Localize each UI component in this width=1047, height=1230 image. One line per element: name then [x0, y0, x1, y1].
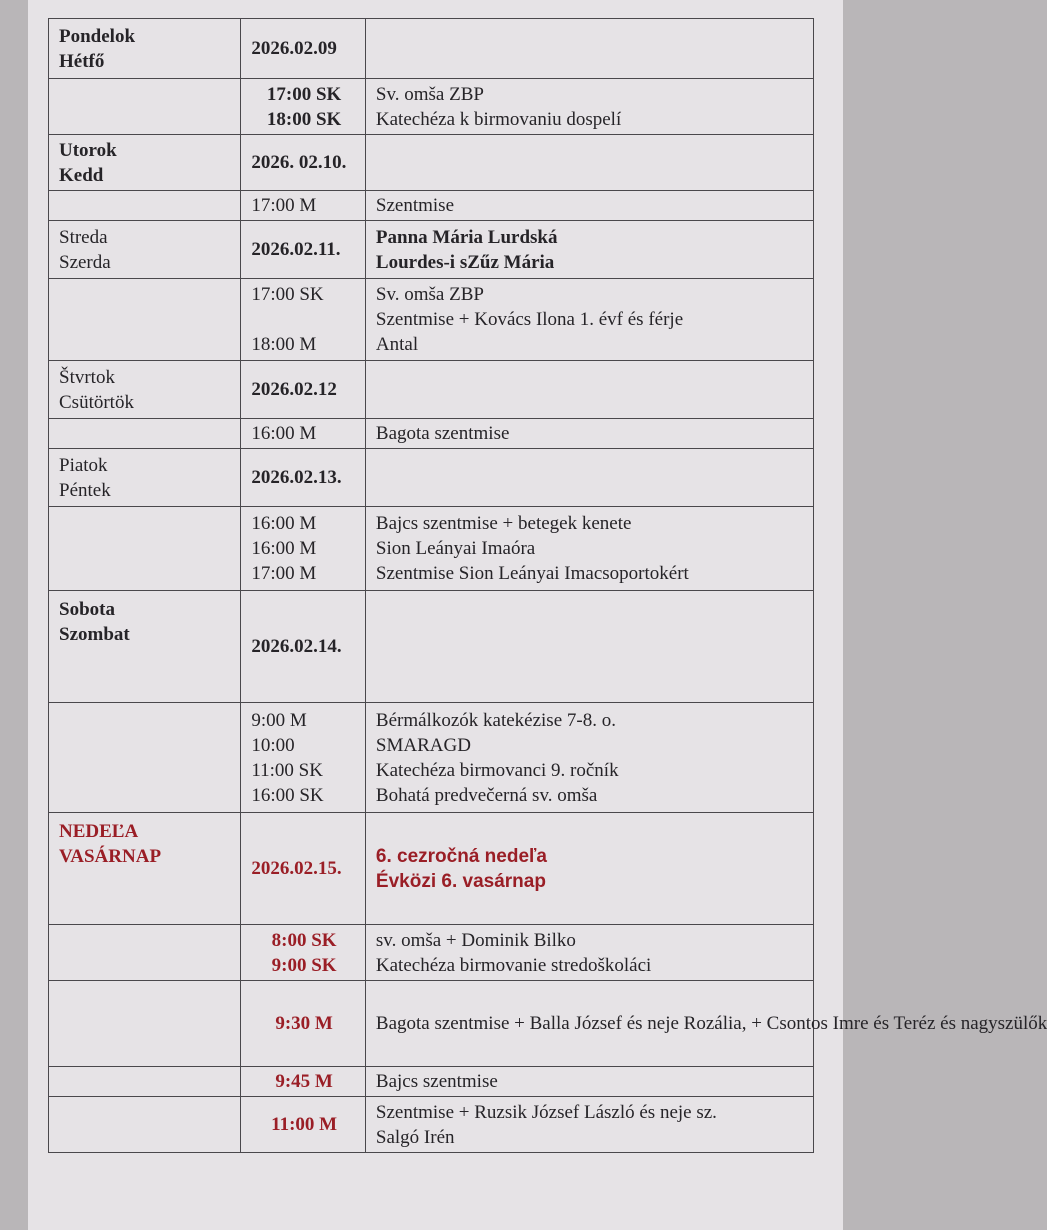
empty-cell — [365, 449, 813, 507]
day-name-hu: Kedd — [59, 164, 104, 186]
event-row — [49, 703, 814, 813]
time-cell — [241, 703, 366, 813]
date-cell: 2026.02.15. — [241, 813, 366, 925]
event-text: Bérmálkozók katekézise 7-8. o. — [375, 709, 616, 731]
day-name-cell — [49, 449, 241, 507]
day-name-cell — [49, 361, 241, 419]
feast-name-hu: Lourdes-i sZűz Mária — [375, 251, 555, 273]
time-cell: 9:45 M — [241, 1067, 366, 1097]
empty-cell — [49, 1097, 241, 1153]
day-row-saturday — [49, 591, 814, 703]
event-row — [49, 981, 814, 1067]
time-cell: 9:30 M — [241, 981, 366, 1067]
event-text: Szentmise Sion Leányai Imacsoportokért — [375, 563, 689, 584]
event-text: Bohatá predvečerná sv. omša — [375, 784, 598, 806]
event-text: Salgó Irén — [375, 1126, 455, 1148]
event-text: sv. omša + Dominik Bilko — [375, 929, 576, 951]
event-time: 10:00 — [251, 734, 295, 756]
day-name-sk: Sobota — [59, 599, 115, 620]
event-text: Katechéza k birmovaniu dospelí — [375, 108, 622, 130]
event-row — [49, 79, 814, 135]
event-time: 9:00 M — [251, 709, 307, 731]
event-row — [49, 507, 814, 591]
event-cell — [365, 1097, 813, 1153]
event-time: 9:00 SK — [271, 954, 337, 976]
day-row-sunday — [49, 813, 814, 925]
day-name-cell — [49, 135, 241, 191]
day-name-sk: Pondelok — [59, 25, 136, 47]
day-name-hu: Hétfő — [59, 50, 105, 72]
time-cell: 17:00 M — [241, 191, 366, 221]
event-cell — [365, 703, 813, 813]
event-text: Katechéza birmovanie stredoškoláci — [375, 954, 652, 976]
event-cell — [365, 925, 813, 981]
date-cell: 2026.02.09 — [241, 19, 366, 79]
spacer — [251, 307, 357, 332]
empty-cell — [49, 191, 241, 221]
event-cell: Bagota szentmise + Balla József és neje Rozália, + Csontos Imre és Teréz és nagyszülők — [365, 981, 813, 1067]
time-cell — [241, 507, 366, 591]
day-name-sk: Štvrtok — [59, 366, 115, 388]
event-time: 17:00 SK — [266, 83, 342, 105]
empty-cell — [49, 419, 241, 449]
event-text: Antal — [375, 334, 419, 355]
event-time: 18:00 SK — [266, 108, 342, 130]
day-name-cell — [49, 591, 241, 703]
time-cell — [241, 79, 366, 135]
event-cell — [365, 279, 813, 361]
event-text: Szentmise + Ruzsik József László és neje sz. — [375, 1101, 717, 1123]
day-name-sk: Utorok — [59, 139, 117, 161]
event-time: 11:00 SK — [251, 759, 323, 781]
event-cell: Szentmise — [365, 191, 813, 221]
event-text: SMARAGD — [375, 734, 471, 756]
empty-cell — [365, 591, 813, 703]
event-cell — [365, 507, 813, 591]
empty-cell — [49, 925, 241, 981]
empty-cell — [49, 279, 241, 361]
event-cell — [365, 79, 813, 135]
day-row-monday — [49, 19, 814, 79]
feast-cell — [365, 221, 813, 279]
empty-cell — [365, 135, 813, 191]
empty-cell — [49, 1067, 241, 1097]
event-text: Sv. omša ZBP — [375, 83, 484, 105]
event-text: Sion Leányai Imaóra — [375, 538, 536, 559]
day-name-cell — [49, 221, 241, 279]
day-name-hu: Péntek — [59, 479, 111, 501]
weekly-mass-schedule — [48, 18, 1047, 1153]
event-text: Bajcs szentmise + betegek kenete — [375, 513, 632, 534]
empty-cell — [365, 361, 813, 419]
feast-name-sk: Panna Mária Lurdská — [375, 226, 558, 248]
day-name-sk: Piatok — [59, 454, 108, 476]
day-name-hu: Szombat — [59, 624, 130, 645]
event-time: 18:00 M — [251, 334, 317, 355]
event-row — [49, 419, 814, 449]
empty-cell — [365, 19, 813, 79]
event-text: Sv. omša ZBP — [375, 284, 484, 305]
event-text: Szentmise + Kovács Ilona 1. évf és férje — [375, 309, 684, 330]
day-name-cell — [49, 19, 241, 79]
feast-name-hu: Évközi 6. vasárnap — [375, 870, 546, 892]
date-cell: 2026.02.11. — [241, 221, 366, 279]
event-time: 17:00 SK — [251, 284, 324, 305]
empty-cell — [49, 507, 241, 591]
day-name-hu: VASÁRNAP — [59, 846, 162, 867]
time-cell — [241, 279, 366, 361]
event-row — [49, 1067, 814, 1097]
event-row — [49, 1097, 814, 1153]
event-row — [49, 191, 814, 221]
event-text: Katechéza birmovanci 9. ročník — [375, 759, 619, 781]
event-time: 17:00 M — [251, 563, 317, 584]
day-name-cell — [49, 813, 241, 925]
empty-cell — [49, 981, 241, 1067]
event-time: 8:00 SK — [271, 929, 337, 951]
day-name-hu: Szerda — [59, 251, 111, 273]
day-row-tuesday — [49, 135, 814, 191]
feast-cell — [365, 813, 813, 925]
date-cell: 2026.02.12 — [241, 361, 366, 419]
empty-cell — [49, 703, 241, 813]
day-name-sk: Streda — [59, 226, 108, 248]
event-row — [49, 279, 814, 361]
time-cell — [241, 925, 366, 981]
time-cell: 11:00 M — [241, 1097, 366, 1153]
time-cell: 16:00 M — [241, 419, 366, 449]
feast-name-sk: 6. cezročná nedeľa — [375, 845, 547, 867]
date-cell: 2026.02.14. — [241, 591, 366, 703]
day-row-thursday — [49, 361, 814, 419]
date-cell: 2026.02.13. — [241, 449, 366, 507]
event-time: 16:00 M — [251, 513, 317, 534]
event-cell: Bagota szentmise — [365, 419, 813, 449]
event-row — [49, 925, 814, 981]
day-row-friday — [49, 449, 814, 507]
event-time: 16:00 SK — [251, 784, 324, 806]
date-cell: 2026. 02.10. — [241, 135, 366, 191]
day-name-sk: NEDEĽA — [59, 821, 139, 842]
day-row-wednesday — [49, 221, 814, 279]
empty-cell — [49, 79, 241, 135]
event-time: 16:00 M — [251, 538, 317, 559]
day-name-hu: Csütörtök — [59, 391, 134, 413]
event-cell: Bajcs szentmise — [365, 1067, 813, 1097]
